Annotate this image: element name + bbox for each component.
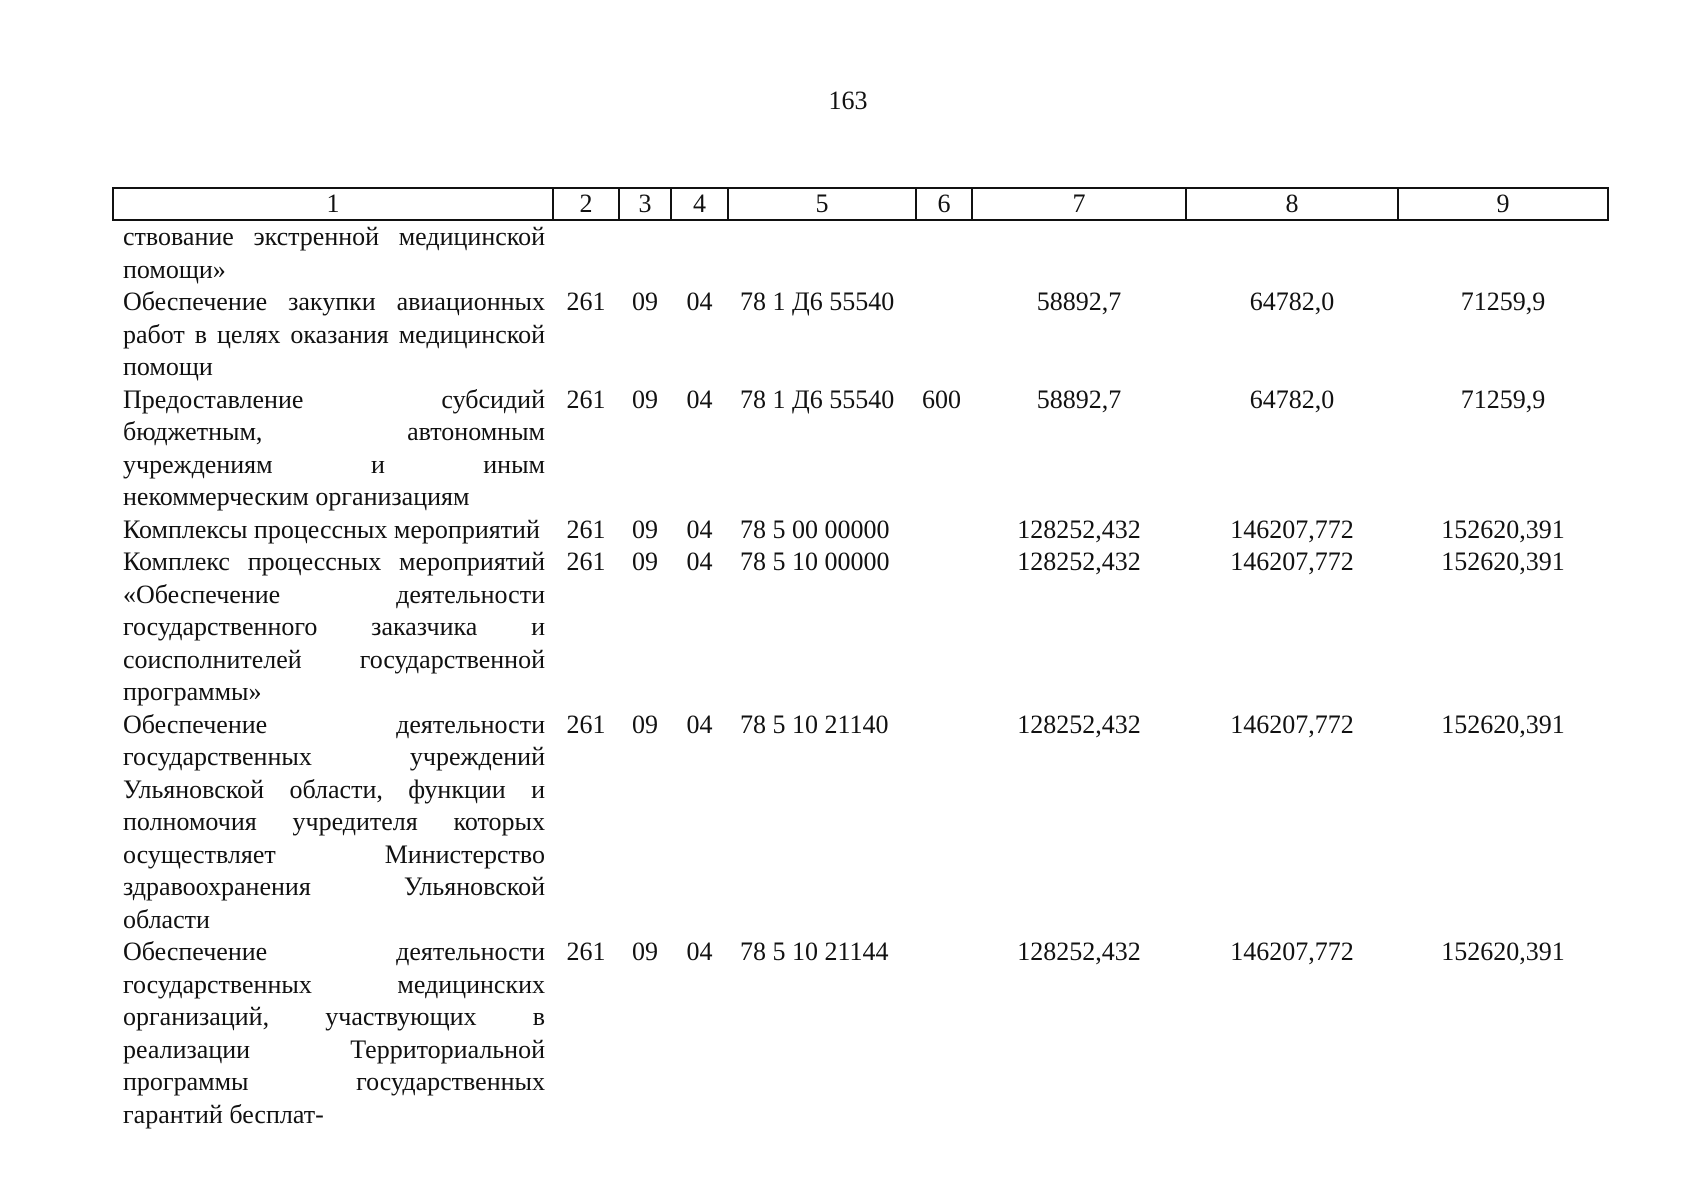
amount-col-8: 146207,772 — [1230, 547, 1354, 576]
amount-col-8: 146207,772 — [1230, 937, 1354, 966]
table-row — [113, 936, 1608, 1131]
section-code: 09 — [632, 937, 658, 966]
row-name: Предоставление субсидий бюджетным, автономным учреждениям и иным некоммерческим организациям — [123, 384, 545, 511]
amount-col-7: 58892,7 — [1036, 287, 1122, 316]
amount-col-7: 128252,432 — [1017, 514, 1141, 544]
row-name: Обеспечение деятельности государственных медицинских организаций, участвующих в реализации Территориальной программы государственных гарантий бесплат- — [123, 937, 545, 1129]
section-code: 09 — [632, 547, 658, 576]
column-header: 8 — [1186, 188, 1398, 220]
column-header: 2 — [553, 188, 619, 220]
row-name: Комплекс процессных мероприятий «Обеспечение деятельности государственного заказчика и соисполнителей государственной программы» — [123, 547, 545, 706]
section-code: 09 — [632, 709, 658, 739]
subsection-code: 04 — [686, 384, 713, 414]
amount-col-7: 128252,432 — [1017, 937, 1141, 966]
amount-col-9: 152620,391 — [1441, 514, 1565, 544]
expense-type-code — [916, 709, 972, 937]
page-number: 163 — [828, 86, 868, 115]
section-code: 09 — [632, 384, 658, 414]
table-row — [113, 384, 1608, 514]
table-row — [113, 220, 1608, 286]
target-article-code: 78 1 Д6 55540 — [740, 384, 895, 414]
amount-col-9: 152620,391 — [1441, 709, 1565, 739]
section-code — [619, 220, 671, 286]
subsection-code: 04 — [686, 287, 713, 316]
table-row — [113, 709, 1608, 937]
subsection-code: 04 — [686, 514, 713, 544]
table-row — [113, 546, 1608, 709]
column-header: 6 — [916, 188, 972, 220]
subsection-code: 04 — [686, 547, 713, 576]
amount-col-8: 146207,772 — [1230, 709, 1354, 739]
amount-col-9: 71259,9 — [1460, 287, 1546, 316]
amount-col-8: 64782,0 — [1249, 287, 1335, 316]
target-article-code: 78 5 10 21140 — [740, 709, 889, 739]
section-code: 09 — [632, 514, 658, 544]
budget-table — [112, 187, 1609, 1131]
amount-col-9 — [1398, 220, 1608, 286]
target-article-code — [728, 220, 916, 286]
expense-type-code — [916, 286, 972, 384]
expense-type-code — [916, 546, 972, 709]
target-article-code: 78 5 10 21144 — [740, 937, 889, 966]
expense-type-code: 600 — [922, 384, 961, 414]
column-header: 3 — [619, 188, 671, 220]
ministry-code: 261 — [566, 547, 606, 576]
amount-col-9: 71259,9 — [1460, 384, 1546, 414]
ministry-code: 261 — [566, 384, 606, 414]
row-name: Комплексы процессных мероприятий — [123, 514, 540, 544]
amount-col-7 — [972, 220, 1186, 286]
ministry-code: 261 — [566, 937, 606, 966]
row-name: Обеспечение закупки авиационных работ в целях оказания медицинской помощи — [123, 287, 545, 381]
column-header: 1 — [113, 188, 553, 220]
column-header: 4 — [671, 188, 728, 220]
amount-col-7: 128252,432 — [1017, 547, 1141, 576]
subsection-code: 04 — [686, 709, 713, 739]
amount-col-8: 146207,772 — [1230, 514, 1354, 544]
amount-col-9: 152620,391 — [1441, 937, 1565, 966]
table-row — [113, 514, 1608, 547]
expense-type-code — [916, 936, 972, 1131]
table-row — [113, 286, 1608, 384]
ministry-code: 261 — [566, 709, 606, 739]
column-header: 5 — [728, 188, 916, 220]
expense-type-code — [916, 220, 972, 286]
row-name: ствование экстренной медицинской помощи» — [123, 222, 545, 284]
target-article-code: 78 1 Д6 55540 — [740, 287, 895, 316]
amount-col-9: 152620,391 — [1441, 547, 1565, 576]
row-name: Обеспечение деятельности государственных учреждений Ульяновской области, функции и полномочия учредителя которых осуществляет Министерство здравоохранения Ульяновской области — [123, 709, 545, 934]
target-article-code: 78 5 00 00000 — [740, 514, 890, 544]
target-article-code: 78 5 10 00000 — [740, 547, 890, 576]
section-code: 09 — [632, 287, 658, 316]
amount-col-8 — [1186, 220, 1398, 286]
ministry-code — [553, 220, 619, 286]
subsection-code — [671, 220, 728, 286]
ministry-code: 261 — [566, 287, 606, 316]
column-header: 7 — [972, 188, 1186, 220]
ministry-code: 261 — [566, 514, 606, 544]
column-header: 9 — [1398, 188, 1608, 220]
amount-col-8: 64782,0 — [1249, 384, 1335, 414]
expense-type-code — [916, 514, 972, 547]
subsection-code: 04 — [686, 937, 713, 966]
amount-col-7: 58892,7 — [1036, 384, 1122, 414]
table-header-row — [113, 188, 1608, 220]
amount-col-7: 128252,432 — [1017, 709, 1141, 739]
